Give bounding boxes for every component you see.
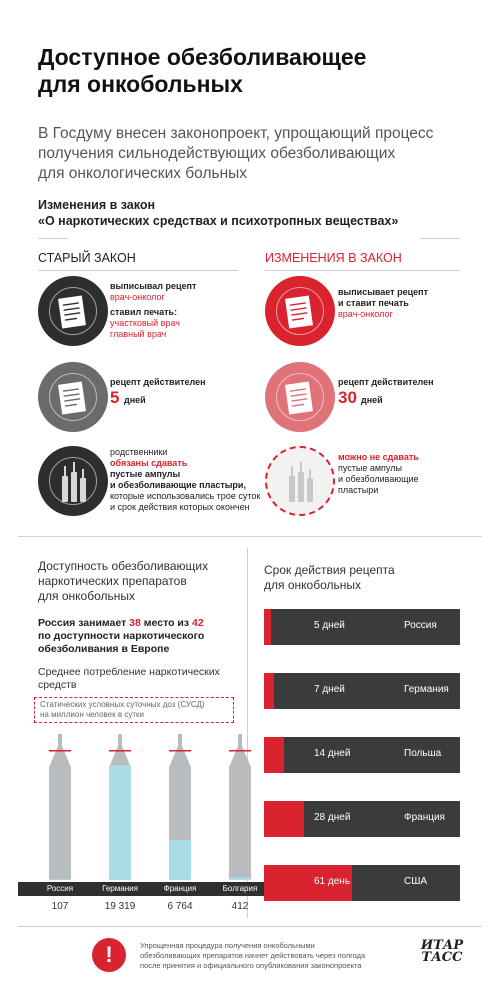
document-icon <box>38 362 108 432</box>
unit-note: Статических условных суточных доз (СУСД) на миллион человек в сутки <box>34 697 234 723</box>
document-icon <box>265 276 335 346</box>
validity-bar-row <box>264 737 460 773</box>
footer-note: Упрощенная процедура получения онкобольными обезболивающих препаратов начнет действовать через полгода после принятия и официального опубликования законопроекта <box>140 941 366 970</box>
ampoule-russia <box>49 734 71 880</box>
validity-country-label: Германия <box>404 684 449 695</box>
validity-bar-label: 28 дней <box>314 812 351 823</box>
validity-bar-label: 61 день <box>314 876 351 887</box>
old-row3-line6: и срок действия которых окончен <box>110 502 250 512</box>
consumption-country-bar <box>18 882 268 896</box>
exclamation-icon: ! <box>92 938 126 972</box>
ampoule-level-germany <box>109 765 131 880</box>
validity-bar <box>264 609 271 645</box>
law-caption: Изменения в закон «О наркотических средствах и психотропных веществах» <box>38 198 399 228</box>
old-row1-line5: главный врач <box>110 329 167 339</box>
ampoule-level-france <box>169 840 191 880</box>
validity-bar <box>264 801 304 837</box>
ampoules-icon <box>38 446 108 516</box>
ampoule-germany <box>109 734 131 880</box>
new-row3-line1: можно не сдавать <box>338 452 419 462</box>
new-validity-number: 30 <box>338 388 357 407</box>
validity-bar <box>264 737 284 773</box>
amp-value-russia: 107 <box>51 901 69 912</box>
new-row3-line3: и обезболивающие <box>338 474 419 484</box>
new-validity-unit: дней <box>361 395 383 405</box>
validity-country-label: Польша <box>404 748 442 759</box>
amp-label-germany: Германия <box>102 884 138 893</box>
divider <box>38 238 68 239</box>
ampoule-level-russia <box>49 879 71 880</box>
divider <box>38 270 238 271</box>
page-title: Доступное обезболивающее для онкобольных <box>38 44 367 97</box>
old-law-heading: СТАРЫЙ ЗАКОН <box>38 251 136 265</box>
validity-bar-row <box>264 865 460 901</box>
ampoule-france <box>169 734 191 880</box>
ampoule-level-bulgaria <box>229 878 251 880</box>
old-row3-line4: и обезболивающие пластыри, <box>110 480 246 490</box>
amp-label-russia: Россия <box>46 884 74 893</box>
validity-bar-label: 5 дней <box>314 620 345 631</box>
avg-consumption-label: Среднее потребление наркотических средств <box>38 666 220 691</box>
validity-bar-label: 7 дней <box>314 684 345 695</box>
old-row3-line1: родственники <box>110 447 168 457</box>
validity-bar <box>264 673 274 709</box>
amp-label-bulgaria: Болгария <box>222 884 258 893</box>
ampoules-icon <box>265 446 335 516</box>
old-validity-number: 5 <box>110 388 120 407</box>
validity-country-label: США <box>404 876 428 887</box>
footer-divider <box>18 926 482 927</box>
old-row1-line3: ставил печать: <box>110 307 178 317</box>
availability-title: Доступность обезболивающих наркотических препаратов для онкобольных <box>38 559 209 603</box>
section-divider <box>18 536 482 537</box>
old-row2-line1: рецепт действителен <box>110 377 206 387</box>
validity-country-label: Россия <box>404 620 437 631</box>
amp-value-bulgaria: 412 <box>231 901 249 912</box>
old-row3-line2: обязаны сдавать <box>110 458 188 468</box>
new-row1-line2: и ставит печать <box>338 298 409 308</box>
new-row1-line1: выписывает рецепт <box>338 287 428 297</box>
old-validity-unit: дней <box>124 395 146 405</box>
divider <box>265 270 460 271</box>
validity-bar-row <box>264 673 460 709</box>
validity-country-label: Франция <box>404 812 445 823</box>
itar-tass-logo: ИТАР ТАСС <box>420 938 464 965</box>
validity-bar-label: 14 дней <box>314 748 351 759</box>
old-row3-line5: которые использовались трое суток <box>110 491 261 501</box>
validity-bar-row <box>264 801 460 837</box>
document-icon <box>38 276 108 346</box>
divider <box>420 238 460 239</box>
amp-value-germany: 19 319 <box>104 901 136 912</box>
document-icon <box>265 362 335 432</box>
new-row1-line3: врач-онколог <box>338 309 393 319</box>
new-row3-line2: пустые ампулы <box>338 463 402 473</box>
amp-label-france: Франция <box>163 884 197 893</box>
new-row2-line1: рецепт действителен <box>338 377 434 387</box>
page-subtitle: В Госдуму внесен законопроект, упрощающий процесс получения сильнодействующих обезболивающих для онкологических больных <box>38 125 434 182</box>
ampoule-bulgaria <box>229 734 251 880</box>
old-row1-line4: участковый врач <box>110 318 180 328</box>
new-law-heading: ИЗМЕНЕНИЯ В ЗАКОН <box>265 251 402 265</box>
validity-bar-row <box>264 609 460 645</box>
validity-title: Срок действия рецепта для онкобольных <box>264 563 395 592</box>
old-row1-line1: выписывал рецепт <box>110 281 197 291</box>
consumption-chart <box>18 730 258 882</box>
old-row3-line3: пустые ампулы <box>110 469 181 479</box>
amp-value-france: 6 764 <box>167 901 193 912</box>
old-row1-line2: врач-онколог <box>110 292 165 302</box>
new-row3-line4: пластыри <box>338 485 379 495</box>
russia-rank: Россия занимает 38 место из 42 по доступности наркотического обезболивания в Европе <box>38 617 205 655</box>
